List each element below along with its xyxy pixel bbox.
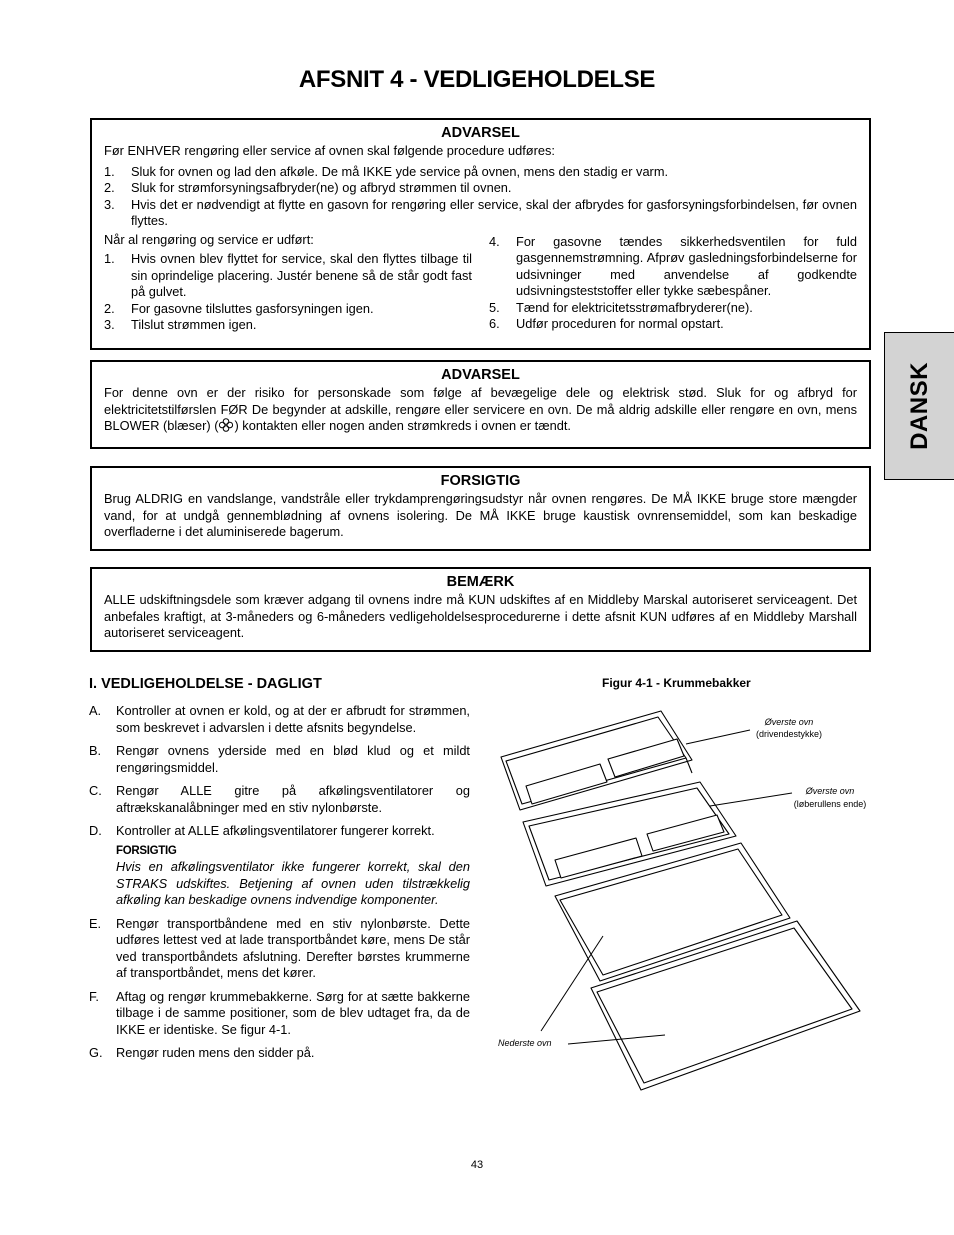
after-service-left [104,232,472,334]
daily-maintenance-list [89,703,470,1069]
tray-label-upper-drive-sub: (drivendestykke) [755,729,823,739]
list-item: 1. Sluk for ovnen og lad den afkøle. De må IKKE yde service på ovnen, mens den stadig er varm. [104,163,669,179]
caution-box-cleaning [90,466,871,551]
warning-heading: ADVARSEL [441,125,520,141]
list-item: 5. Tænd for elektricitetsstrømafbryderer(ne). [489,299,753,315]
list-item: 4. For gasovne tændes sikkerhedsventilen for fuld gasgennemstrømning. Afprøv gasledningsforbindelserne for udsivninger med anvendelse af godkendte udsivningsteststoffer eller tykke sæbespåner. [489,233,857,298]
list-item: A. Kontroller at ovnen er kold, og at der er afbrudt for strømmen, som beskrevet i advarslen i dette afsnits begyndelse. [89,703,470,735]
inline-caution-text: Hvis en afkølingsventilator ikke fungerer korrekt, skal den STRAKS udskiftes. Betjening af ovnen uden tilstrækkelig afkøling kan beskadige ovnens indvendige komponenter. [116,859,470,907]
list-item: 6. Udfør proceduren for normal opstart. [489,316,724,331]
list-item: 1. Hvis ovnen blev flyttet for service, skal den flyttes tilbage til sin oprindelige placering. Justér benene så de står godt fast på gulvet. [104,251,472,299]
inline-caution-title: FORSIGTIG [116,844,177,857]
crumb-trays-illustration [490,700,874,1100]
caution-text: Brug ALDRIG en vandslange, vandstråle eller trykdamprengøringsudstyr når ovnen rengøres. De MÅ IKKE bruge store mængder vand, for at undgå gennemblødning af ovnens isolering. De MÅ IKKE bruge kaustisk ovnrensemiddel, som kan beskadige overfladerne i det aluminiserede bagerum. [104,491,857,539]
list-item: E. Rengør transportbåndene med en stiv nylonbørste. Dette udføres lettest ved at lade transportbåndet køre, mens De står ved transportbåndets afslutning. Derefter børstes krummerne af transportbåndet, mens det kører. [89,915,470,980]
list-item: 2. Sluk for strømforsyningsafbryder(ne) og afbryd strømmen til ovnen. [104,180,512,195]
after-service-columns [104,232,857,334]
note-box [90,567,871,652]
blower-symbol-icon [218,418,234,432]
note-text: ALLE udskiftningsdele som kræver adgang til ovnens indre må KUN udskiftes af en Middleby Marskal autoriseret serviceagent. Det anbefales kraftigt, at 3-måneders og 6-måneders vedligeholdelsesprocedurerne i dette afsnit KUN udføres af en Middleby Marshall autoriseret serviceagent. [104,592,857,640]
warning-box-procedure [90,118,871,350]
list-item: B. Rengør ovnens yderside med en blød klud og et mildt rengøringsmiddel. [89,743,470,775]
list-item: F. Aftag og rengør krummebakkerne. Sørg for at sætte bakkerne tilbage i de samme positioner, som de blev udtaget fra, da de IKKE er identiske. Se figur 4-1. [89,988,470,1037]
list-item: 3. Hvis det er nødvendigt at flytte en gasovn for rengøring eller service, skal der afbrydes for gasforsyningsforbindelsen, før ovnen flyttes. [104,196,857,228]
list-item: C. Rengør ALLE gitre på afkølingsventilatorer og aftrækskanalåbninger med en stiv nylonbørste. [89,783,470,815]
procedure-steps [104,164,857,230]
tray-label-upper-idler-sub: (løberullens ende) [793,799,867,809]
tray-label-upper-drive: Øverste ovn [764,717,814,727]
after-service-intro: Når al rengøring og service er udført: [104,231,314,247]
tray-label-upper-idler: Øverste ovn [805,786,855,796]
list-item: 3. Tilslut strømmen igen. [104,317,257,332]
section-heading-daily: I. VEDLIGEHOLDELSE - DAGLIGT [89,676,322,692]
warning-heading: ADVARSEL [441,367,520,383]
language-tab [884,332,954,480]
list-item: G. Rengør ruden mens den sidder på. [89,1045,315,1060]
warning-box-electrical [90,360,871,449]
list-item: 2. For gasovne tilsluttes gasforsyningen igen. [104,300,374,316]
page-number: 43 [470,1159,484,1171]
list-item: D. Kontroller at ALLE afkølingsventilatorer fungerer korrekt. FORSIGTIG Hvis en afkølingsventilator ikke fungerer korrekt, skal den STRAKS udskiftes. Betjening af ovnen uden tilstrækkelig afkøling kan beskadige ovnens indvendige komponenter. [89,823,470,907]
warning-intro: Før ENHVER rengøring eller service af ovnen skal følgende procedure udføres: [104,143,555,158]
page-title: AFSNIT 4 - VEDLIGEHOLDELSE [298,66,656,93]
warning-text: For denne ovn er der risiko for personskade som følge af bevægelige dele og elektrisk stød. Sluk for og afbryd for elektricitetstilførslen FØR De begynder at adskille, rengøre eller servicere en ovn. De må aldrig adskille eller rengøre en ovn, mens BLOWER (blæser) ( ) kontakten eller nogen anden strømkreds i ovnen er tændt. [104,385,857,433]
language-tab-label: DANSK [905,362,933,450]
note-heading: BEMÆRK [446,574,515,590]
after-service-right [489,232,857,334]
caution-heading: FORSIGTIG [440,473,521,489]
tray-label-lower: Nederste ovn [498,1038,552,1048]
figure-caption: Figur 4-1 - Krummebakker [602,676,751,690]
